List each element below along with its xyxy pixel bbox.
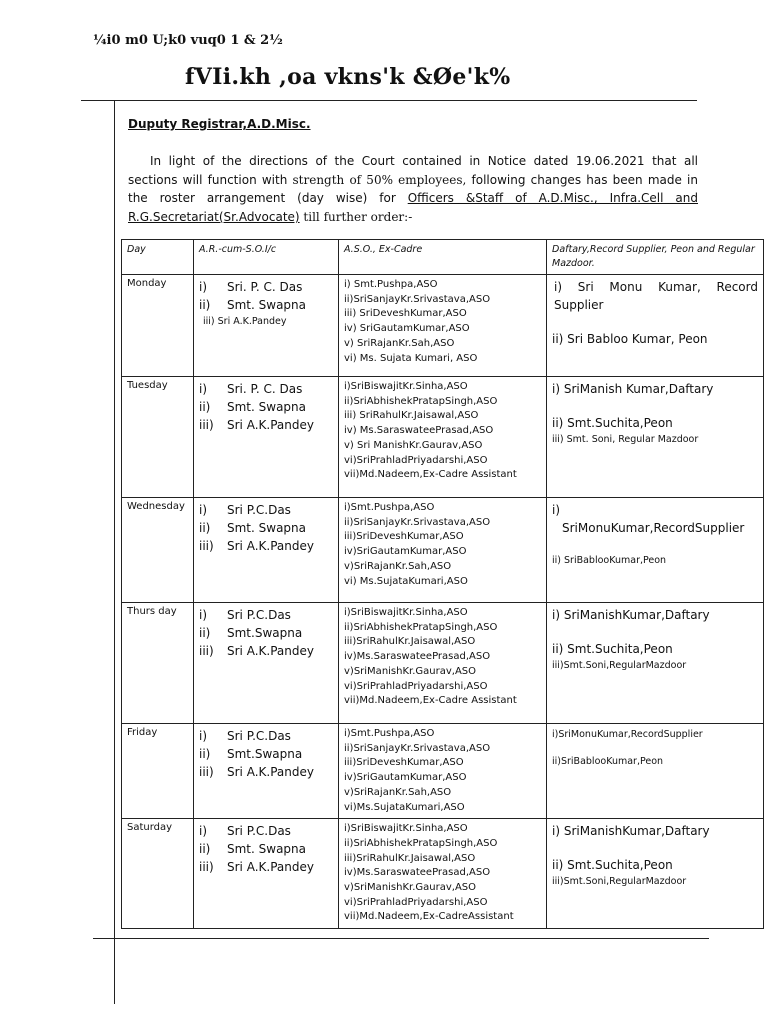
staff-entry: i) SriManishKumar,Daftary xyxy=(552,608,710,622)
para-part2: strength of 50% employees, xyxy=(292,172,467,187)
ar-cell xyxy=(194,498,339,603)
staff-entry: iii) Smt. Soni, Regular Mazdoor xyxy=(552,434,699,445)
ar-list xyxy=(199,278,333,314)
day-cell: Monday xyxy=(122,275,194,377)
officer-name: Smt. Swapna xyxy=(227,400,307,414)
list-item xyxy=(199,537,333,555)
list-item xyxy=(199,727,333,745)
list-item: v)SriRajanKr.Sah,ASO xyxy=(344,560,452,572)
officer-name: Smt.Swapna xyxy=(227,626,303,640)
list-item xyxy=(199,398,333,416)
aso-list xyxy=(344,278,541,366)
ar-list xyxy=(199,380,333,434)
aso-list xyxy=(344,822,541,925)
top-rule xyxy=(81,100,697,101)
ar-list xyxy=(199,501,333,555)
list-item xyxy=(199,296,333,314)
officer-name: Sri A.K.Pandey xyxy=(227,644,314,658)
para-part1: In light of the directions of the Court contained in Notice dated 19.06.2021 that all sections will function with xyxy=(128,154,698,187)
list-item: iv)Ms.SaraswateePrasad,ASO xyxy=(344,651,491,663)
list-item: i)SriBiswajitKr.Sinha,ASO xyxy=(344,607,468,618)
header-aso: A.S.O., Ex-Cadre xyxy=(339,240,547,275)
staff-entry: SriMonuKumar,RecordSupplier xyxy=(562,521,745,535)
aso-list xyxy=(344,606,541,709)
list-item: v)SriManishKr.Gaurav,ASO xyxy=(344,665,477,677)
list-item: iii)SriRahulKr.Jaisawal,ASO xyxy=(344,852,476,864)
list-item: ii)SriAbhishekPratapSingh,ASO xyxy=(344,395,498,407)
daftary-cell xyxy=(547,498,764,603)
item-number: ii) xyxy=(199,626,211,640)
table-row xyxy=(122,498,764,603)
day-cell: Tuesday xyxy=(122,377,194,498)
notice-paragraph xyxy=(128,152,698,226)
list-item: iii)SriDeveshKumar,ASO xyxy=(344,531,464,543)
item-number: i) xyxy=(199,503,208,517)
table-row xyxy=(122,724,764,819)
item-number: ii) xyxy=(199,298,211,312)
officer-name: Sri A.K.Pandey xyxy=(227,765,314,779)
list-item: vi)Ms.SujataKumari,ASO xyxy=(344,801,465,813)
table-row xyxy=(122,819,764,929)
list-item: vii)Md.Nadeem,Ex-Cadre Assistant xyxy=(344,695,517,707)
list-item xyxy=(199,840,333,858)
aso-cell xyxy=(339,498,547,603)
list-item: iii) SriDeveshKumar,ASO xyxy=(344,308,467,320)
staff-entry: i) Sri Monu Kumar, Record Supplier xyxy=(554,280,758,312)
daftary-cell xyxy=(547,724,764,819)
ar-cell xyxy=(194,275,339,377)
item-number: ii) xyxy=(199,521,211,535)
list-item: i)Smt.Pushpa,ASO xyxy=(344,502,435,513)
list-item xyxy=(199,278,333,296)
list-item: i)SriBiswajitKr.Sinha,ASO xyxy=(344,823,468,835)
list-item: vi)SriPrahladPriyadarshi,ASO xyxy=(344,454,488,466)
staff-entry: iii)Smt.Soni,RegularMazdoor xyxy=(552,660,687,671)
list-item xyxy=(199,519,333,537)
table-row xyxy=(122,275,764,377)
margin-rule xyxy=(114,100,115,1004)
staff-entry: i) SriManishKumar,Daftary xyxy=(552,824,710,839)
list-item: vi)SriPrahladPriyadarshi,ASO xyxy=(344,896,488,908)
item-number: iii) xyxy=(199,644,214,658)
staff-entry: iii)Smt.Soni,RegularMazdoor xyxy=(552,876,687,888)
aso-list xyxy=(344,380,541,483)
staff-entry: i)SriMonuKumar,RecordSupplier xyxy=(552,729,703,740)
aso-list xyxy=(344,501,541,589)
header-code: ¼i0 m0 U;k0 vuq0 1 & 2½ xyxy=(93,33,283,48)
list-item: v) SriRajanKr.Sah,ASO xyxy=(344,337,455,349)
list-item: iv) SriGautamKumar,ASO xyxy=(344,323,470,335)
officer-name: Sri P.C.Das xyxy=(227,503,291,517)
item-number: iii) xyxy=(199,539,214,553)
staff-entry: ii)SriBablooKumar,Peon xyxy=(552,756,664,767)
officer-name: Smt. Swapna xyxy=(227,842,307,857)
day-cell: Thurs day xyxy=(122,603,194,724)
item-number: ii) xyxy=(199,747,211,761)
item-number: i) xyxy=(199,729,208,743)
list-item: iv)SriGautamKumar,ASO xyxy=(344,772,467,784)
item-number: i) xyxy=(199,608,208,622)
ar-cell xyxy=(194,724,339,819)
item-number: iii) xyxy=(199,860,214,875)
bottom-rule xyxy=(93,938,709,939)
list-item: i) Smt.Pushpa,ASO xyxy=(344,279,438,290)
list-item: iv) Ms.SaraswateePrasad,ASO xyxy=(344,425,494,437)
table-row xyxy=(122,377,764,498)
list-item xyxy=(199,642,333,660)
list-item: vii)Md.Nadeem,Ex-CadreAssistant xyxy=(344,911,514,923)
list-item xyxy=(199,416,333,434)
list-item: ii)SriAbhishekPratapSingh,ASO xyxy=(344,837,498,849)
ar-list xyxy=(199,727,333,781)
list-item: v) Sri ManishKr.Gaurav,ASO xyxy=(344,439,483,451)
officer-name: Sri. P. C. Das xyxy=(227,382,303,396)
para-underlined: Officers &Staff of A.D.Misc., Infra.Cell and R.G.Secretariat(Sr.Advocate) xyxy=(128,191,698,224)
staff-entry: ii) Sri Babloo Kumar, Peon xyxy=(552,332,708,346)
list-item: iv)SriGautamKumar,ASO xyxy=(344,546,467,558)
daftary-cell xyxy=(547,377,764,498)
officer-name: Sri. P. C. Das xyxy=(227,280,303,294)
item-number: iii) xyxy=(199,765,214,779)
ar-list xyxy=(199,606,333,660)
daftary-cell xyxy=(547,819,764,929)
ar-cell xyxy=(194,603,339,724)
officer-name: Sri A.K.Pandey xyxy=(227,860,314,875)
officer-name: Smt. Swapna xyxy=(227,298,307,312)
list-item xyxy=(199,380,333,398)
staff-entry: i) xyxy=(552,503,561,517)
list-item: iv)Ms.SaraswateePrasad,ASO xyxy=(344,867,491,879)
page-title: fVIi.kh ,oa vkns'k &Øe'k% xyxy=(185,64,511,90)
officer-name: Sri P.C.Das xyxy=(227,729,291,743)
officer-name: Sri P.C.Das xyxy=(227,608,291,622)
staff-entry: ii) SriBablooKumar,Peon xyxy=(552,555,667,566)
table-row xyxy=(122,603,764,724)
officer-name: Sri A.K.Pandey xyxy=(227,418,314,432)
list-item: i)SriBiswajitKr.Sinha,ASO xyxy=(344,381,468,392)
item-number: ii) xyxy=(199,842,211,857)
roster-table xyxy=(121,239,764,929)
list-item: vii)Md.Nadeem,Ex-Cadre Assistant xyxy=(344,469,517,481)
aso-cell xyxy=(339,819,547,929)
para-part4: till further order:- xyxy=(299,209,413,224)
staff-entry: ii) Smt.Suchita,Peon xyxy=(552,642,673,656)
list-item xyxy=(199,606,333,624)
day-cell: Wednesday xyxy=(122,498,194,603)
list-item xyxy=(199,763,333,781)
list-item: ii)SriSanjayKr.Srivastava,ASO xyxy=(344,293,491,305)
header-ar: A.R.-cum-S.O.I/c xyxy=(194,240,339,275)
addressee: Duputy Registrar,A.D.Misc. xyxy=(128,117,311,131)
officer-name: Smt. Swapna xyxy=(227,521,307,535)
ar-cell xyxy=(194,377,339,498)
list-item xyxy=(199,858,333,876)
item-number: ii) xyxy=(199,400,211,414)
staff-entry: ii) Smt.Suchita,Peon xyxy=(552,858,673,873)
header-day: Day xyxy=(122,240,194,275)
officer-name: Smt.Swapna xyxy=(227,747,303,761)
list-item: ii)SriAbhishekPratapSingh,ASO xyxy=(344,621,498,633)
item-number: i) xyxy=(199,280,208,294)
officer-name: Sri P.C.Das xyxy=(227,824,291,839)
list-item: ii)SriSanjayKr.Srivastava,ASO xyxy=(344,516,491,528)
staff-entry: i) SriManish Kumar,Daftary xyxy=(552,382,714,396)
officer-name-small: iii) Sri A.K.Pandey xyxy=(203,316,287,327)
item-number: i) xyxy=(199,824,208,839)
list-item: vi)SriPrahladPriyadarshi,ASO xyxy=(344,680,488,692)
list-item xyxy=(199,822,333,840)
ar-cell xyxy=(194,819,339,929)
list-item: vi) Ms.SujataKumari,ASO xyxy=(344,575,468,587)
aso-cell xyxy=(339,724,547,819)
list-item: iii)SriDeveshKumar,ASO xyxy=(344,757,464,769)
list-item: vi) Ms. Sujata Kumari, ASO xyxy=(344,352,478,364)
table-header-row xyxy=(122,240,764,275)
para-part3: following changes has been made in the roster arrangement (day wise) for xyxy=(128,172,698,206)
aso-cell xyxy=(339,275,547,377)
aso-cell xyxy=(339,377,547,498)
aso-cell xyxy=(339,603,547,724)
day-cell: Friday xyxy=(122,724,194,819)
daftary-cell xyxy=(547,275,764,377)
list-item: v)SriManishKr.Gaurav,ASO xyxy=(344,882,477,894)
list-item: ii)SriSanjayKr.Srivastava,ASO xyxy=(344,742,491,754)
list-item xyxy=(199,745,333,763)
list-item xyxy=(199,624,333,642)
daftary-cell xyxy=(547,603,764,724)
item-number: iii) xyxy=(199,418,214,432)
list-item: v)SriRajanKr.Sah,ASO xyxy=(344,786,452,798)
officer-name: Sri A.K.Pandey xyxy=(227,539,314,553)
day-cell: Saturday xyxy=(122,819,194,929)
list-item: i)Smt.Pushpa,ASO xyxy=(344,728,435,739)
staff-entry: ii) Smt.Suchita,Peon xyxy=(552,416,673,430)
ar-list xyxy=(199,822,333,876)
header-daftary: Daftary,Record Supplier, Peon and Regular Mazdoor. xyxy=(547,240,764,275)
list-item: iii) SriRahulKr.Jaisawal,ASO xyxy=(344,410,479,422)
list-item xyxy=(199,501,333,519)
list-item: iii)SriRahulKr.Jaisawal,ASO xyxy=(344,636,476,648)
item-number: i) xyxy=(199,382,208,396)
aso-list xyxy=(344,727,541,815)
